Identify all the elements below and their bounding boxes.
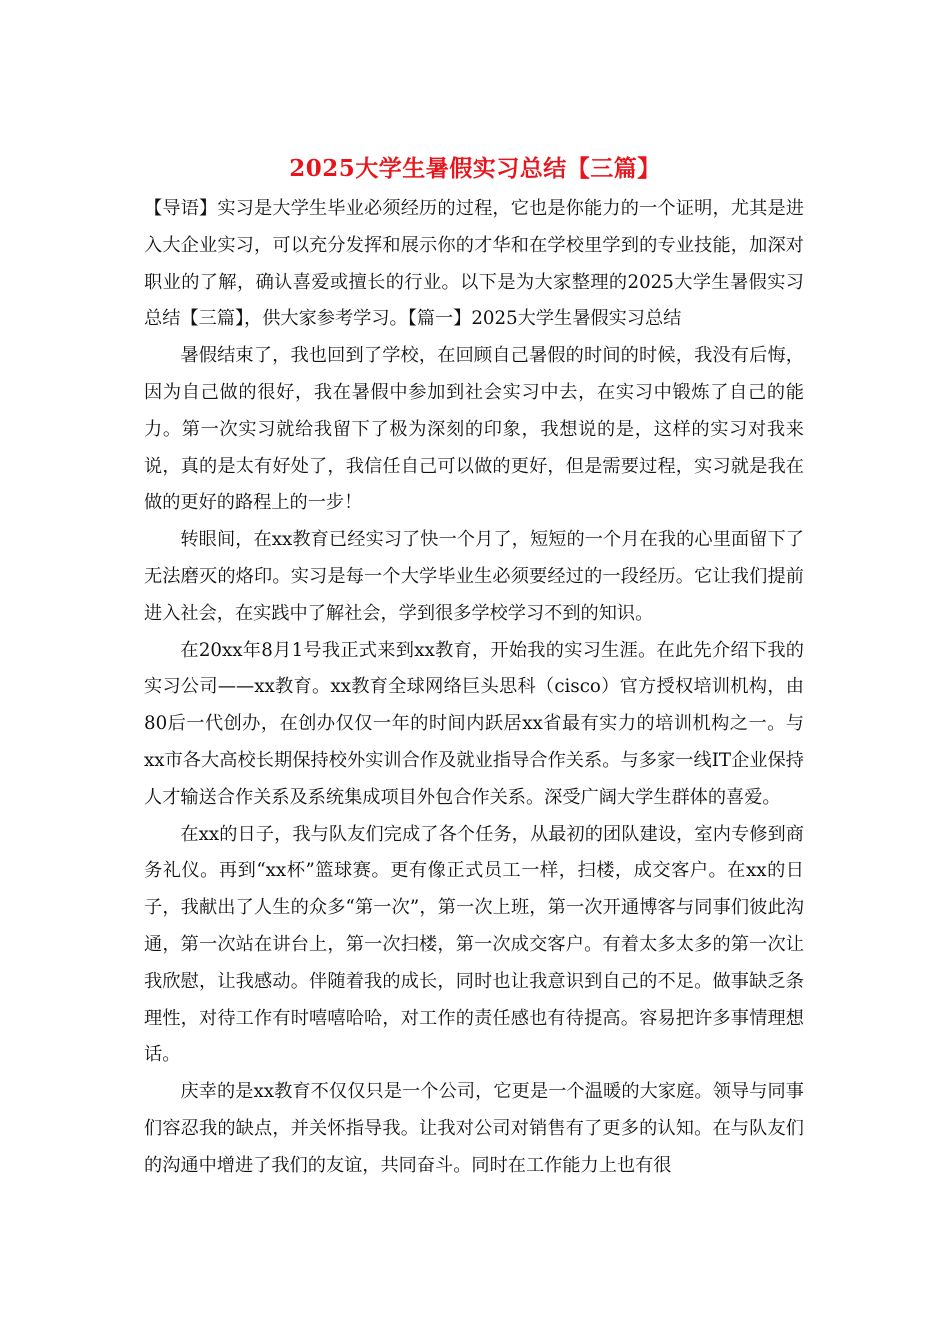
paragraph-5: 庆幸的是xx教育不仅仅只是一个公司，它更是一个温暖的大家庭。领导与同事们容忍我的缺点，并关怀指导我。让我对公司对销售有了更多的认知。在与队友们的沟通中增进了我们的友谊，共同奋斗。同时在工作能力上也有很 (144, 1081, 804, 1176)
paragraph-2: 转眼间，在xx教育已经实习了快一个月了，短短的一个月在我的心里面留下了无法磨灭的烙印。实习是每一个大学毕业生必须要经过的一段经历。它让我们提前进入社会，在实践中了解社会，学到很多学校学习不到的知识。 (144, 529, 804, 624)
paragraph-3: 在20xx年8月1号我正式来到xx教育，开始我的实习生涯。在此先介绍下我的实习公司——xx教育。xx教育全球网络巨头思科（cisco）官方授权培训机构，由80后一代创办，在创办仅仅一年的时间内跃居xx省最有实力的培训机构之一。与xx市各大高校长期保持校外实训合作及就业指导合作关系。与多家一线IT企业保持人才输送合作关系及系统集成项目外包合作关系。深受广阔大学生群体的喜爱。 (144, 639, 804, 808)
document-body (144, 191, 804, 1185)
paragraph-1: 暑假结束了，我也回到了学校，在回顾自己暑假的时间的时候，我没有后悔，因为自己做的很好，我在暑假中参加到社会实习中去，在实习中锻炼了自己的能力。第一次实习就给我留下了极为深刻的印象，我想说的是，这样的实习对我来说，真的是太有好处了，我信任自己可以做的更好，但是需要过程，实习就是我在做的更好的路程上的一步！ (144, 345, 804, 514)
paragraph-4: 在xx的日子，我与队友们完成了各个任务，从最初的团队建设，室内专修到商务礼仪。再到“xx杯”篮球赛。更有像正式员工一样，扫楼，成交客户。在xx的日子，我献出了人生的众多“第一次”，第一次上班，第一次开通博客与同事们彼此沟通，第一次站在讲台上，第一次扫楼，第一次成交客户。有着太多太多的第一次让我欣慰，让我感动。伴随着我的成长，同时也让我意识到自己的不足。做事缺乏条理性，对待工作有时嘻嘻哈哈，对工作的责任感也有待提高。容易把许多事情理想话。 (144, 823, 804, 1066)
document-title: 2025大学生暑假实习总结【三篇】 (289, 155, 661, 182)
paragraph-intro: 【导语】实习是大学生毕业必须经历的过程，它也是你能力的一个证明，尤其是进入大企业实习，可以充分发挥和展示你的才华和在学校里学到的专业技能，加深对职业的了解，确认喜爱或擅长的行业。以下是为大家整理的2025大学生暑假实习总结【三篇】，供大家参考学习。【篇一】2025大学生暑假实习总结 (144, 198, 804, 330)
